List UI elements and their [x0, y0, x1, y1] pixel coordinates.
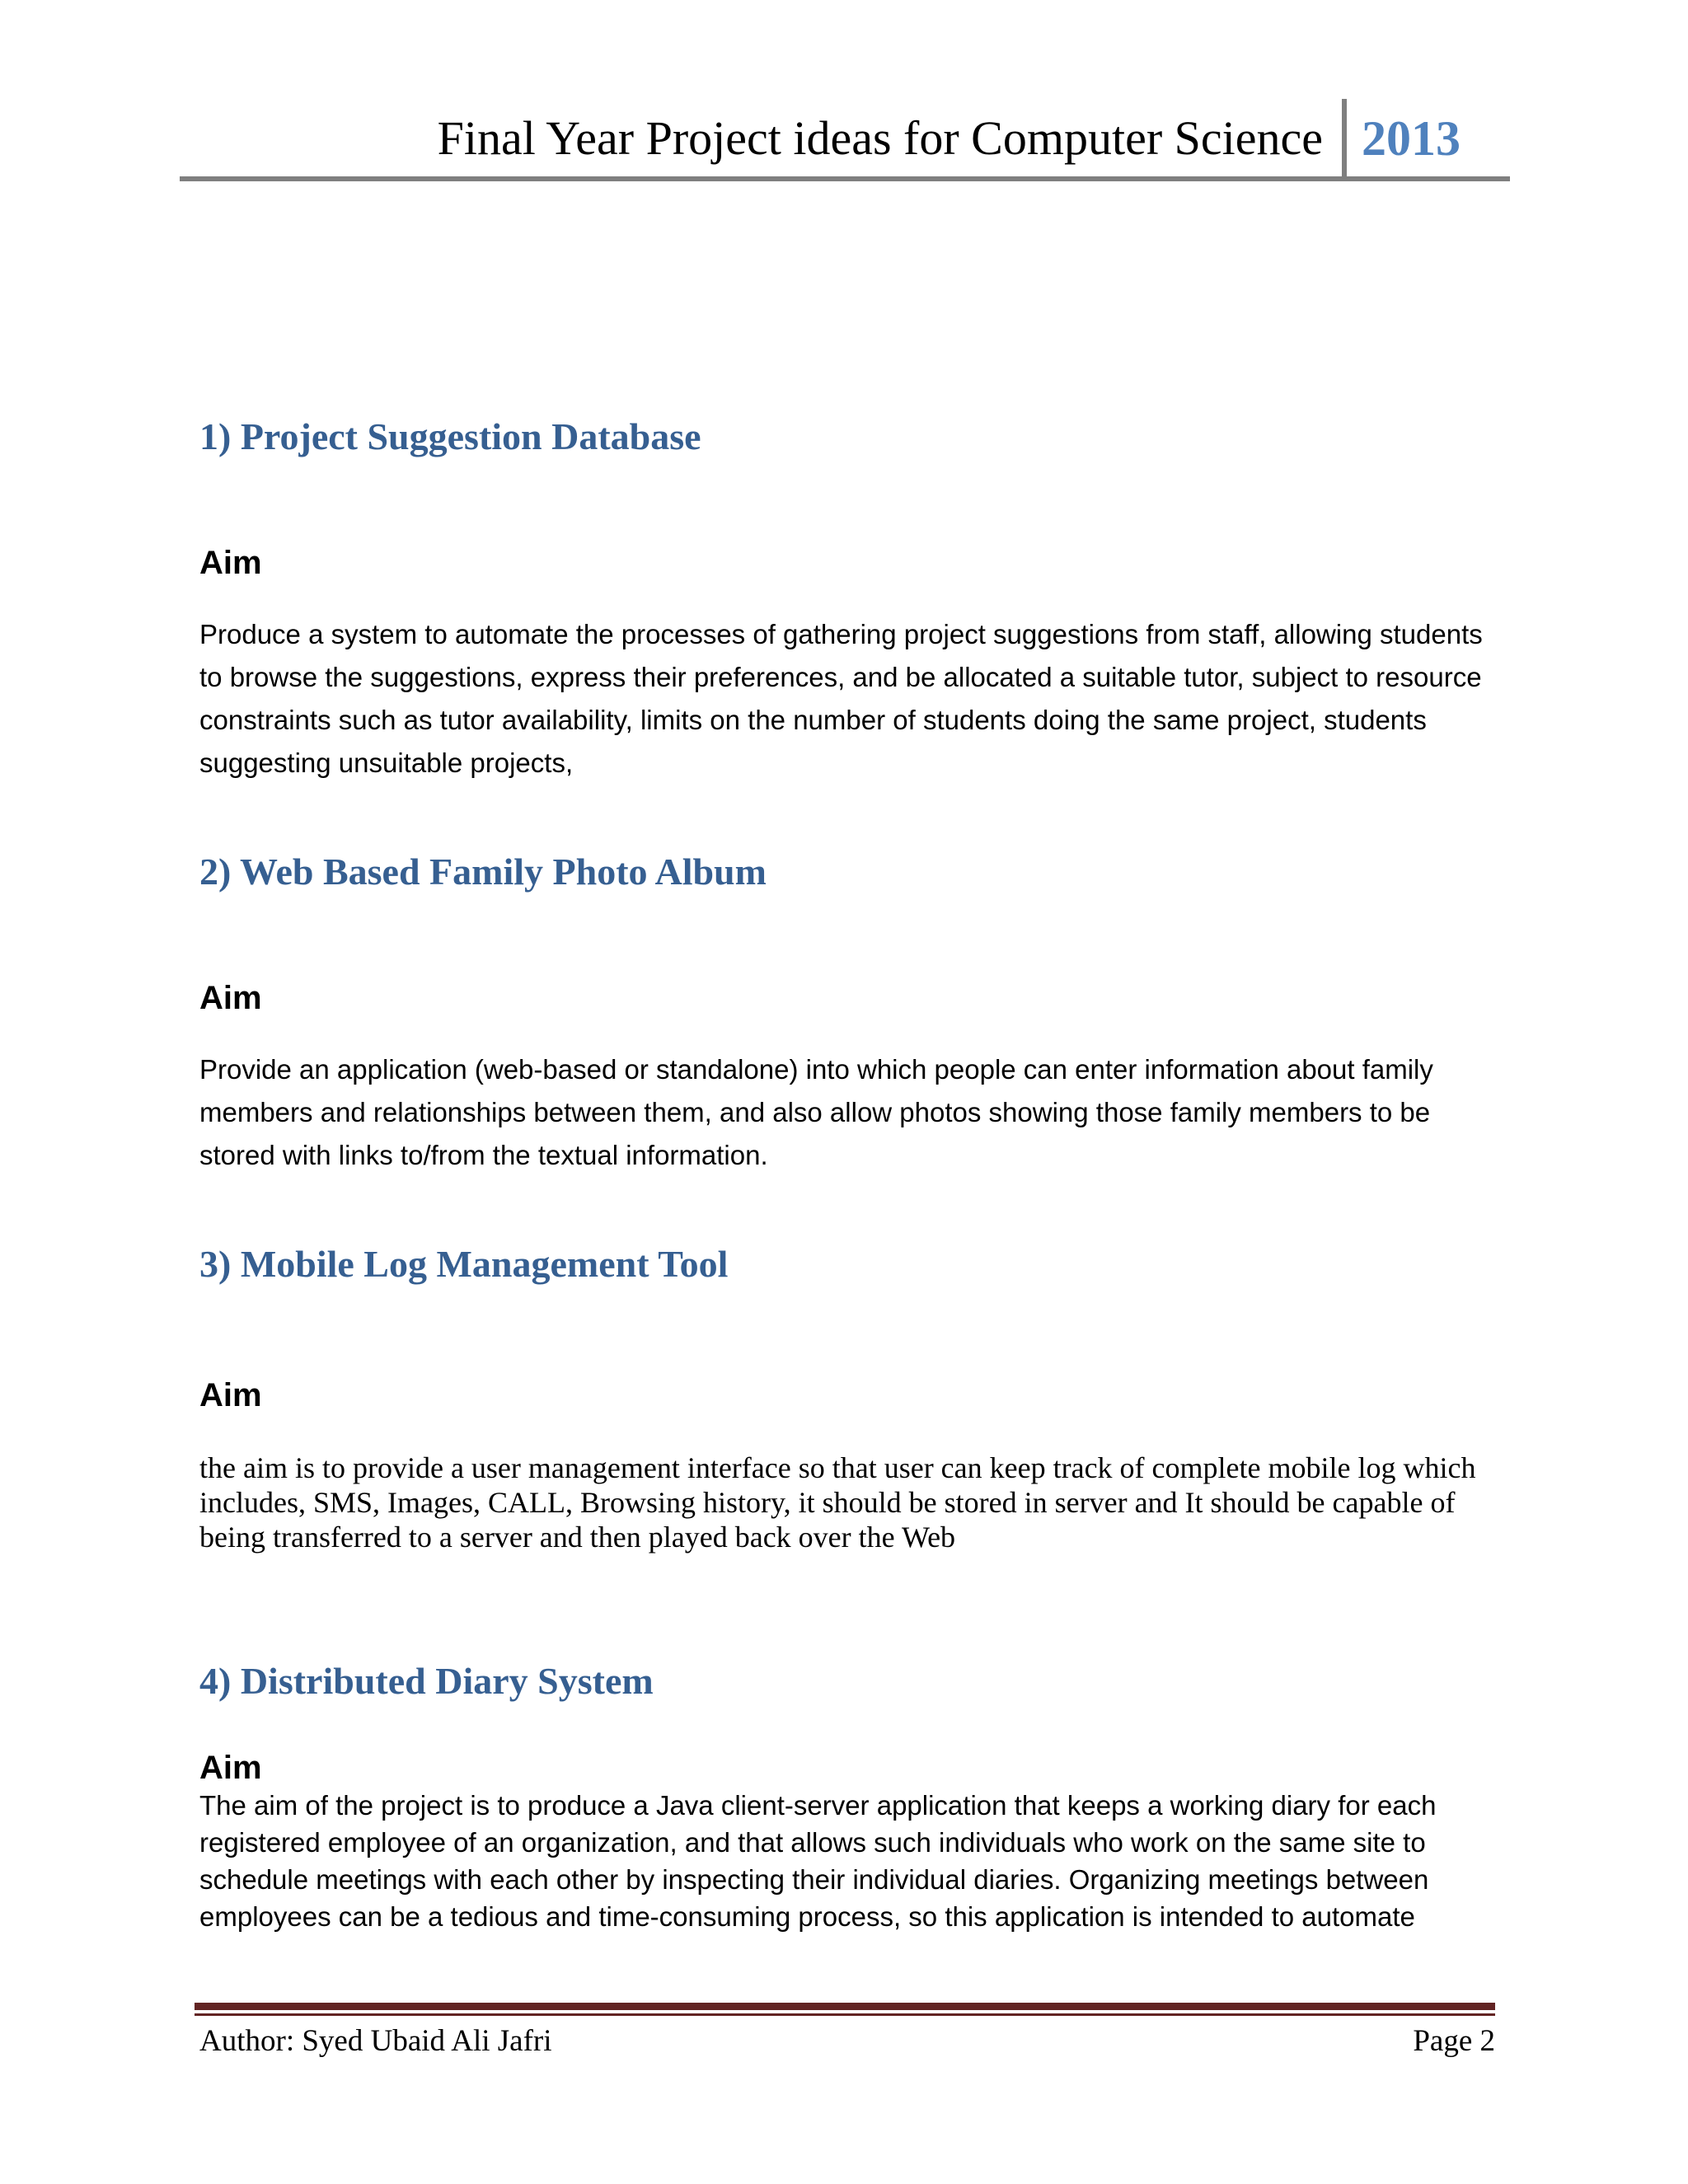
- document-title: Final Year Project ideas for Computer Science: [437, 111, 1323, 165]
- header-divider: [1342, 99, 1347, 180]
- section-text: Produce a system to automate the processes of gathering project suggestions from staff, allowing students to browse the suggestions, express their preferences, and be allocated a suitable tutor, subject to resource constraints such as tutor availability, limits on the number of students doing the same project, students suggesting unsuitable projects,: [199, 619, 1483, 778]
- header-rule: [180, 176, 1510, 181]
- section-text: Provide an application (web-based or standalone) into which people can enter information about family members and relationships between them, and also allow photos showing those family members to be stored with links to/from the textual information.: [199, 1054, 1433, 1170]
- section-heading-distributed-diary-system: 4) Distributed Diary System: [199, 1660, 654, 1702]
- footer-rule-thin: [195, 2013, 1495, 2016]
- footer-rule: [195, 2003, 1495, 2010]
- footer-author: Author: Syed Ubaid Ali Jafri: [199, 2024, 552, 2058]
- document-year: 2013: [1362, 111, 1461, 166]
- section-heading-family-photo-album: 2) Web Based Family Photo Album: [199, 851, 767, 893]
- aim-label: Aim: [199, 1750, 262, 1786]
- aim-label: Aim: [199, 1377, 262, 1413]
- aim-label: Aim: [199, 545, 262, 581]
- section-text: the aim is to provide a user management interface so that user can keep track of complete mobile log which includes, SMS, Images, CALL, Browsing history, it should be stored in server and It should be capable of being transferred to a server and then played back over the Web: [199, 1451, 1476, 1554]
- section-heading-project-suggestion-database: 1) Project Suggestion Database: [199, 415, 701, 457]
- page-number: Page 2: [1413, 2024, 1495, 2058]
- section-text: The aim of the project is to produce a Java client-server application that keeps a working diary for each registered employee of an organization, and that allows such individuals who work on the same site to schedule meetings with each other by inspecting their individual diaries. Organizing meetings between employees can be a tedious and time-consuming process, so this application is intended to automate: [199, 1790, 1437, 1932]
- aim-label: Aim: [199, 980, 262, 1016]
- section-heading-mobile-log-management-tool: 3) Mobile Log Management Tool: [199, 1243, 729, 1285]
